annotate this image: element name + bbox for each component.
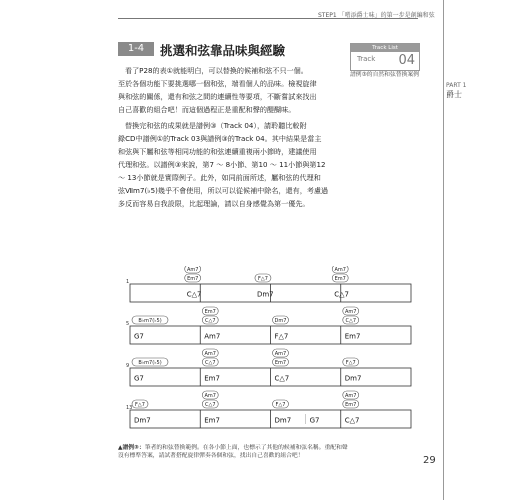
alt-chord-label: Am7 [334,267,346,273]
alt-chord-label: Em7 [204,309,216,315]
alt-chord-label: Am7 [345,309,357,315]
text-line: 看了P28的表①就能明白，可以替換的候補和弦不只一個。 [125,66,308,75]
bar-number: 9 [126,363,130,369]
text-line: 代理和弦。以譜例③來說，第7 ～ 8小節、第10 ～ 11小節與第12 [118,160,326,169]
text-line: 替換完和弦的成果就是譜例③（Track 04），請聆聽比較附 [125,121,307,130]
paragraph-1 [118,64,340,116]
alt-chord-label: F△7 [257,276,268,282]
alt-chord-label: Dm7 [274,318,287,324]
chord-symbol: Em7 [344,332,361,341]
chord-symbol: C△7 [344,416,360,425]
bar-number: 5 [126,321,130,327]
chord-symbol: G7 [134,332,144,341]
chord-symbol: C△7 [274,374,290,383]
track-list-heading: Track List [351,44,419,52]
text-line: 弦Ⅶm7(♭5)幾乎不會使用，所以可以從候補中除名，還有，考慮過 [118,186,329,195]
alt-chord-label: C△7 [204,402,216,408]
text-line: 和弦與下屬和弦等相同功能的和弦連續重複兩小節時，建議使用 [118,147,317,156]
alt-chord-label: F△7 [275,402,286,408]
header-step: STEP1 [318,12,337,19]
track-number: 04 [398,53,415,68]
alt-chord-label: Em7 [274,360,287,366]
chord-symbol: G7 [309,416,320,425]
part-label: PART 1 [446,82,467,89]
chord-symbol: C△7 [186,290,202,299]
text-line: ～ 13小節就是實際例子。此外，如同前面所述，屬和弦的代理和 [118,173,321,182]
track-prefix: Track [357,55,376,63]
text-line: 至於各個功能下要挑選哪一個和弦，端看個人的品味。檢視旋律 [118,79,317,88]
part-name: 爵士 [446,90,462,99]
text-line: 與和弦的關係，還有和弦之間的連續性等要項，不斷嘗試來找出 [118,92,317,101]
page-number: 29 [423,455,436,466]
chord-symbol: Em7 [204,416,220,425]
track-list-box [350,43,420,71]
alt-chord-label: Am7 [345,393,357,399]
alt-chord-label: Am7 [274,351,287,357]
section-title: 挑選和弦靠品味與經驗 [160,43,286,58]
alt-chord-label: Am7 [204,351,216,357]
chord-symbol: Em7 [204,374,220,383]
alt-chord-label: Em7 [345,402,357,408]
chord-chart [126,266,416,440]
body-text [118,64,340,210]
paragraph-2 [118,119,340,210]
caption-label: ▲譜例③： [118,445,145,451]
alt-chord-label: C△7 [345,318,357,324]
running-header [318,10,435,19]
header-title: 「嗜添爵士味」的第一步是創編和弦 [338,12,435,19]
alt-chord-label: B♭m7(♭5) [138,360,162,366]
figure-caption [118,444,440,460]
alt-chord-label: Em7 [334,276,346,282]
chord-symbol: Dm7 [344,374,362,383]
alt-chord-label: Em7 [187,276,199,282]
text-line: 錄CD中譜例①的Track 03與譜例③的Track 04。其中結果是當主 [118,134,322,143]
section-number-badge: 1-4 [118,42,154,56]
part-tab [446,82,466,98]
alt-chord-label: F△7 [135,402,145,408]
text-line: 自己喜歡的組合吧！而這個過程正是重配和聲的醍醐味。 [118,105,296,114]
track-list-caption: 譜例③的自然和弦替換案例 [350,72,419,78]
alt-chord-label: B♭m7(♭5) [138,318,162,324]
chord-symbol: Am7 [204,332,221,341]
chord-symbol: C△7 [334,290,349,299]
text-line: 多反而容易自我設限，比起理論，請以自身感覺為第一優先。 [118,199,310,208]
chord-symbol: G7 [134,374,144,383]
alt-chord-label: Am7 [186,267,199,273]
chord-symbol: Dm7 [134,416,151,425]
alt-chord-label: C△7 [204,360,216,366]
bar-number: 1 [126,279,130,285]
caption-line: 筆者的和弦替換範例。在各小節上面，也標示了其他的候補和弦名稱。重配和聲 [144,445,348,451]
chord-symbol: Dm7 [274,416,292,425]
alt-chord-label: Am7 [204,393,216,399]
side-rule [443,0,444,500]
caption-line: 沒有標準答案，請試著搭配旋律彈奏各個和弦，找出自己喜歡的組合吧！ [118,453,304,459]
chord-symbol: Dm7 [256,290,274,299]
bar-number: 13 [126,405,133,411]
alt-chord-label: F△7 [345,360,356,366]
alt-chord-label: C△7 [204,318,216,324]
chord-symbol: F△7 [274,332,289,341]
